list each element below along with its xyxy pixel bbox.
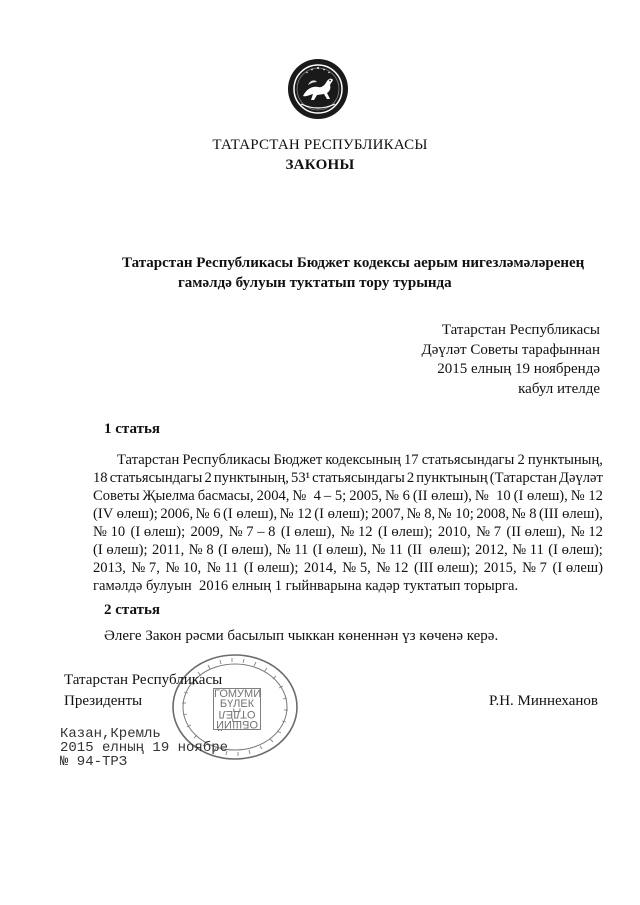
article-1-line [93, 541, 603, 559]
article-1-word: № 11 [206, 560, 239, 576]
article-1-word: № 10 [474, 488, 511, 504]
article-1-word: № 11 [371, 542, 403, 558]
article-1-word: гамәлдә булуын 2016 елның 1 гыйнварына кадәр туктатып торырга. [93, 578, 519, 594]
article-1-word: № 11 [512, 542, 544, 558]
law-title-line-1: Татарстан Республикасы Бюджет кодексы аерым нигезләмәләренең [122, 255, 585, 271]
article-1-word: 53¹ [291, 470, 310, 486]
article-1-word: 2014, [303, 560, 337, 576]
article-1-word: 2 [204, 470, 212, 486]
article-1-word: (I өлеш) [552, 560, 603, 576]
article-1-word: статьясындагы [109, 470, 203, 486]
article-1-word: № 8 [511, 506, 537, 522]
article-1-word: Җыелма [142, 488, 195, 504]
article-1-word: 2007, [371, 506, 405, 522]
article-1-word: 2004, [256, 488, 290, 504]
article-1-word: № 8 [188, 542, 214, 558]
article-1-word: Татарстан [117, 452, 180, 468]
article-1-word: (II өлеш); [407, 542, 471, 558]
article-1-word: № 8, [406, 506, 436, 522]
article-1-word: (I өлеш); [314, 506, 369, 522]
article-1-word: (I өлеш), [222, 506, 278, 522]
article-1-word: (III өлеш), [538, 506, 603, 522]
article-1-line [93, 487, 603, 505]
article-1-word: 2 [517, 452, 525, 468]
article-1-word: басмасы, [197, 488, 254, 504]
article-1-line [93, 523, 603, 541]
stamp-text-line-4: ОБЩИЙ [216, 718, 258, 730]
article-1-line [117, 451, 603, 469]
article-1-word: № 7 [522, 560, 547, 576]
article-1-word: Бюджет [273, 452, 323, 468]
article-2-heading: 2 статья [104, 602, 160, 618]
article-1-word: (I өлеш); [377, 524, 433, 540]
article-1-word: № 7 – 8 [228, 524, 276, 540]
article-1-word: № 5, [342, 560, 371, 576]
article-1-word: (I өлеш), [312, 542, 367, 558]
article-1-word: – 5; [323, 488, 347, 504]
article-1-line [93, 577, 603, 595]
article-1-word: (II өлеш), [412, 488, 472, 504]
stamp-text-line-3: ОТДЕЛ [218, 708, 256, 720]
signatory-title-line-2: Президенты [64, 693, 143, 709]
article-1-word: пунктының [416, 470, 488, 486]
article-1-word: (I өлеш); [93, 542, 148, 558]
article-1-word: Советы [93, 488, 140, 504]
article-1-word: № 6 [385, 488, 410, 504]
article-1-word: № 12 [340, 524, 373, 540]
article-1-word: (I өлеш), [218, 542, 273, 558]
signing-place: Казан,Кремль [60, 726, 161, 742]
article-1-word: 2006, [160, 506, 194, 522]
article-1-line [93, 559, 603, 577]
article-1-word: (IV өлеш); [93, 506, 158, 522]
article-1-word: № 11 [276, 542, 309, 558]
article-1-word: № 7 [476, 524, 501, 540]
article-1-word: 2009, [190, 524, 224, 540]
adoption-note-line-1: Татарстан Республикасы [441, 322, 600, 338]
article-1-word: статьясындагы [312, 470, 405, 486]
article-1-line [93, 469, 603, 487]
article-2-text: Әлеге Закон рәсми басылып чыккан көненнән үз көченә керә. [104, 628, 499, 644]
adoption-note-line-3: 2015 елның 19 ноябрендә [437, 361, 600, 377]
signatory-title-line-1: Татарстан Республикасы [64, 672, 223, 688]
tatarstan-coat-of-arms-icon [287, 58, 349, 120]
article-1-word: (I өлеш); [130, 524, 186, 540]
article-1-word: пунктының, [527, 452, 603, 468]
article-1-word: № 12 [570, 524, 603, 540]
signatory-name: Р.Н. Миннеханов [489, 693, 598, 709]
article-1-word: 17 [403, 452, 419, 468]
article-1-word: (II өлеш), [506, 524, 566, 540]
article-1-word: Республикасы [182, 452, 271, 468]
article-1-word: 2010, [437, 524, 471, 540]
article-1-word: № 6 [195, 506, 221, 522]
article-1-word: № 10 [93, 524, 126, 540]
article-1-word: № 12 [279, 506, 312, 522]
article-1-word: кодексының [325, 452, 401, 468]
article-1-word: Дәүләт [559, 470, 603, 486]
document-type-heading: ЗАКОНЫ [285, 157, 355, 173]
adoption-note-line-2: Дәүләт Советы тарафыннан [421, 342, 600, 358]
stamp-text-line-2: БҮЛЕК [219, 698, 255, 710]
law-number: № 94-ТРЗ [60, 754, 128, 770]
article-1-heading: 1 статья [104, 421, 160, 437]
article-1-word: № 7, [131, 560, 160, 576]
article-1-word: (III өлеш); [413, 560, 479, 576]
article-1-word: № 12 [570, 488, 603, 504]
article-1-word: 2011, [152, 542, 185, 558]
article-1-word: № 10, [165, 560, 202, 576]
law-title-line-2: гамәлдә булуын туктатып тору турында [178, 275, 452, 291]
article-1-word: № 12 [376, 560, 409, 576]
article-1-word: 2 [406, 470, 415, 486]
republic-header: ТАТАРСТАН РЕСПУБЛИКАСЫ [212, 137, 428, 153]
article-1-word: 2015, [483, 560, 517, 576]
article-1-word: 18 [93, 470, 108, 486]
article-1-word: № 4 [292, 488, 321, 504]
article-1-word: 2013, [93, 560, 126, 576]
article-1-word: пунктының, [213, 470, 289, 486]
article-1-word: (I өлеш); [243, 560, 299, 576]
stamp-text-line-1: ГОМУМИ [214, 688, 262, 700]
signing-date: 2015 елның 19 ноябре [60, 740, 229, 756]
article-1-word: 2012, [474, 542, 508, 558]
article-1-line [93, 505, 603, 523]
article-1-word: № 10; [437, 506, 474, 522]
article-1-word: статьясындагы [421, 452, 515, 468]
article-1-word: (I өлеш), [513, 488, 568, 504]
adoption-note-line-4: кабул ителде [518, 381, 600, 397]
article-1-word: (I өлеш); [548, 542, 603, 558]
stamp-center-box [213, 688, 261, 730]
article-1-word: 2008, [476, 506, 510, 522]
article-1-word: (I өлеш), [280, 524, 336, 540]
article-1-word: 2005, [349, 488, 383, 504]
article-1-word: (Татарстан [489, 470, 557, 486]
